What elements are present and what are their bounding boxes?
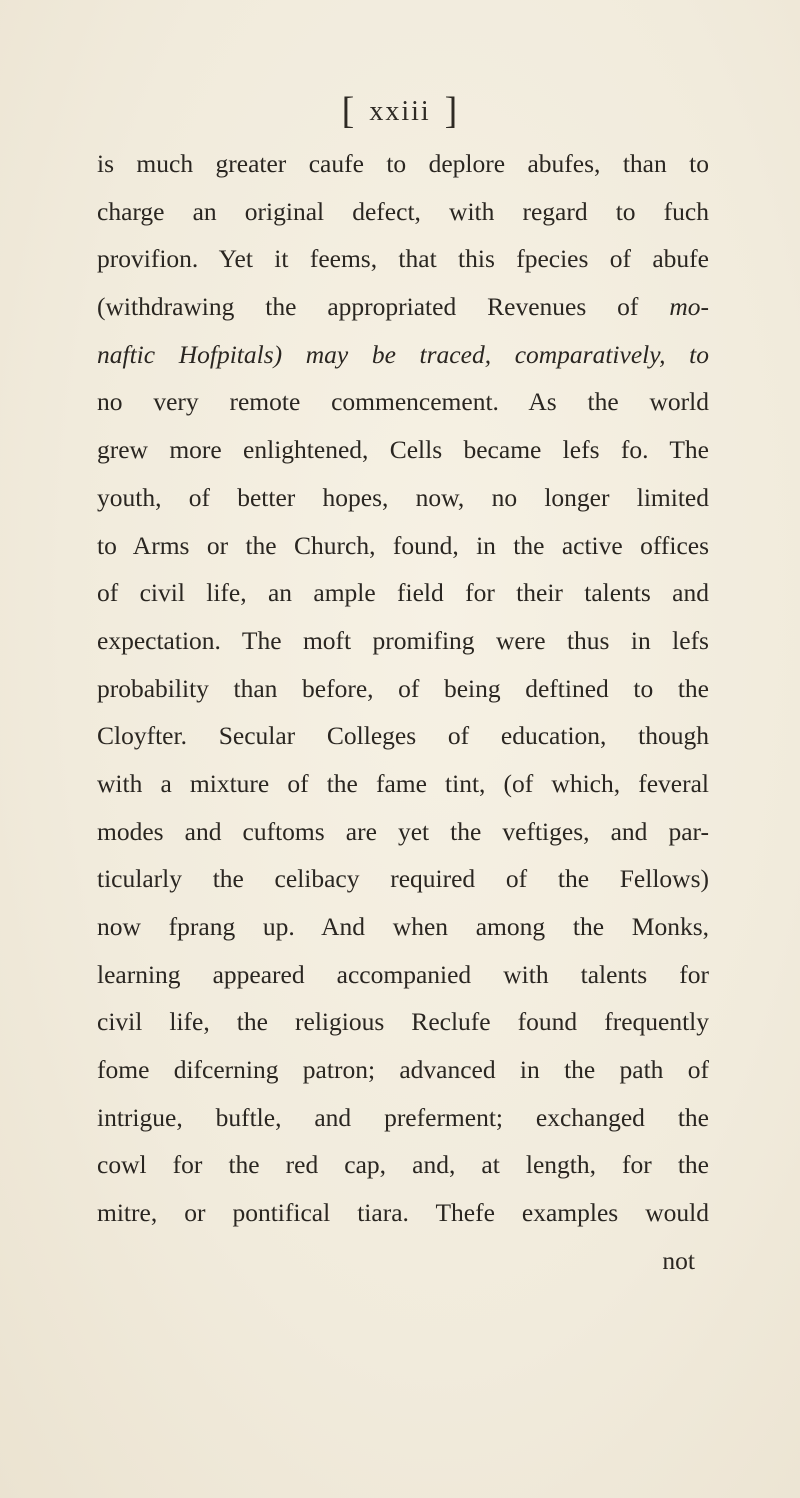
text-line-11: expectation. The moft promifing were thus in lefs	[97, 625, 709, 655]
page-number: xxiii	[369, 96, 431, 127]
page-folio	[0, 86, 800, 130]
text-line-15: modes and cuftoms are yet the veftiges, and par-	[97, 816, 709, 846]
text-line-16: ticularly the celibacy required of the Fellows)	[97, 864, 709, 894]
italic-word-naftic: naftic	[97, 339, 156, 369]
catchword: not	[662, 1245, 695, 1275]
text-line-12: probability than before, of being deftined to the	[97, 673, 709, 703]
text-line-2: charge an original defect, with regard to fuch	[97, 196, 709, 226]
folio-open-bracket: [	[341, 90, 356, 132]
italic-word-mo: mo-	[669, 292, 709, 322]
text-line-18: learning appeared accompanied with talents for	[97, 959, 709, 989]
text-line-21: intrigue, buftle, and preferment; exchanged the	[97, 1102, 709, 1132]
text-line-5	[97, 331, 709, 379]
folio-close-bracket: ]	[444, 90, 459, 132]
text-line-6: no very remote commencement. As the world	[97, 387, 709, 417]
text-line-7: grew more enlightened, Cells became lefs fo. The	[97, 435, 709, 465]
text-line-17: now fprang up. And when among the Monks,	[97, 912, 709, 941]
text-line-1: is much greater caufe to deplore abufes, than to	[97, 149, 709, 178]
text-line-22: cowl for the red cap, and, at length, for the	[97, 1150, 709, 1180]
text-line-3: provifion. Yet it feems, that this fpecies of abufe	[97, 244, 709, 274]
text-line-5-italic: Hofpitals) may be traced, comparatively, to	[178, 339, 709, 369]
text-line-10: of civil life, an ample field for their talents and	[97, 578, 709, 608]
text-line-20: fome difcerning patron; advanced in the path of	[97, 1055, 709, 1085]
text-line-8: youth, of better hopes, now, no longer limited	[97, 482, 709, 512]
text-line-23: mitre, or pontifical tiara. Thefe examples would	[97, 1198, 709, 1228]
text-line-4	[97, 283, 709, 331]
text-line-9: to Arms or the Church, found, in the active offices	[97, 530, 709, 560]
text-line-14: with a mixture of the fame tint, (of which, feveral	[97, 768, 709, 798]
text-line-13: Cloyfter. Secular Colleges of education, though	[97, 721, 709, 751]
text-line-19: civil life, the religious Reclufe found frequently	[97, 1007, 709, 1037]
body-text	[97, 140, 709, 1285]
text-line-4-roman: (withdrawing the appropriated Revenues of	[97, 292, 670, 322]
